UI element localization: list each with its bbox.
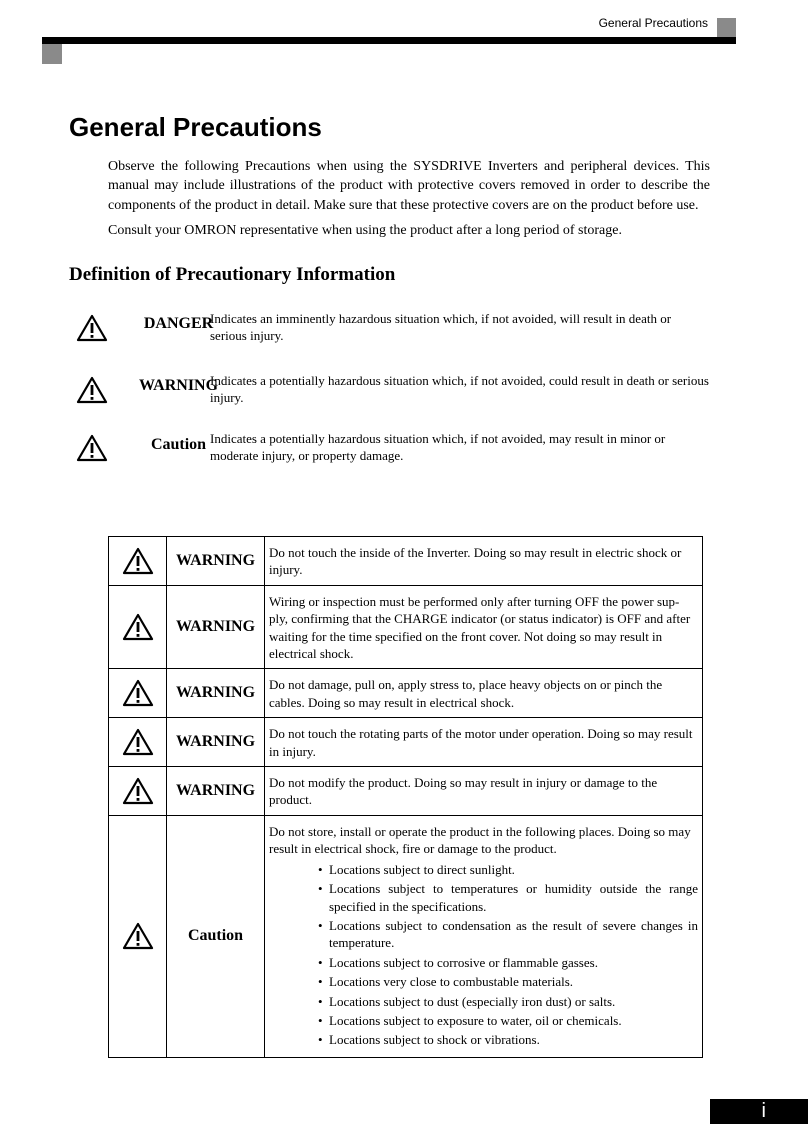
warning-triangle-icon bbox=[122, 777, 154, 805]
icon-cell bbox=[109, 669, 167, 718]
table-row bbox=[109, 585, 703, 669]
signal-word: WARNING bbox=[167, 585, 265, 669]
table-row bbox=[109, 767, 703, 816]
icon-cell bbox=[109, 585, 167, 669]
header-rule bbox=[42, 37, 736, 44]
precaution-text: Do not damage, pull on, apply stress to, place heavy objects on or pinch the cables. Doing so may result in electrical shock. bbox=[265, 669, 703, 718]
table-row bbox=[109, 537, 703, 586]
list-item: • Locations subject to corrosive or flammable gasses. bbox=[318, 954, 698, 971]
signal-word: WARNING bbox=[167, 537, 265, 586]
warning-triangle-icon bbox=[76, 376, 108, 404]
list-item: • Locations subject to direct sunlight. bbox=[318, 861, 698, 878]
signal-word: Caution bbox=[167, 815, 265, 1057]
running-header: General Precautions bbox=[598, 16, 708, 30]
definition-text: Indicates an imminently hazardous situation which, if not avoided, will result in death or serious injury. bbox=[210, 311, 672, 343]
definition-caution bbox=[74, 430, 714, 474]
warning-triangle-icon bbox=[122, 547, 154, 575]
page-number: i bbox=[761, 1100, 766, 1122]
icon-cell bbox=[109, 767, 167, 816]
precaution-text: Do not touch the inside of the Inverter. Doing so may result in electric shock or injury. bbox=[265, 537, 703, 586]
header-gray-box bbox=[717, 18, 736, 37]
table-row bbox=[109, 669, 703, 718]
intro-paragraph: Observe the following Precautions when using the SYSDRIVE Inverters and peripheral devices. This manual may include illustrations of the product with protective covers removed in order to describe the components of the product in detail. Make sure that these protective covers are on the product before use. bbox=[108, 159, 710, 213]
definition-label: DANGER bbox=[143, 315, 214, 332]
intro-text bbox=[108, 157, 710, 247]
precaution-text-with-list bbox=[265, 815, 703, 1057]
list-item: • Locations subject to exposure to water, oil or chemicals. bbox=[318, 1012, 698, 1029]
warning-triangle-icon bbox=[122, 613, 154, 641]
page-number-tab bbox=[710, 1099, 808, 1124]
precaution-text: Do not modify the product. Doing so may result in injury or damage to the product. bbox=[265, 767, 703, 816]
precautions-table bbox=[108, 536, 703, 1058]
definition-label: Caution bbox=[150, 436, 207, 453]
table-row bbox=[109, 815, 703, 1057]
precaution-text: Do not touch the rotating parts of the motor under operation. Doing so may result in injury. bbox=[265, 718, 703, 767]
icon-cell bbox=[109, 815, 167, 1057]
signal-word: WARNING bbox=[167, 669, 265, 718]
definition-warning bbox=[74, 372, 714, 416]
definition-label: WARNING bbox=[138, 377, 219, 394]
list-item: • Locations subject to dust (especially iron dust) or salts. bbox=[318, 993, 698, 1010]
precaution-text: Do not store, install or operate the product in the following places. Doing so may result in electrical shock, fire or damage to the product. bbox=[269, 823, 691, 857]
icon-cell bbox=[109, 718, 167, 767]
warning-triangle-icon bbox=[76, 434, 108, 462]
definition-danger bbox=[74, 310, 714, 354]
intro-paragraph: Consult your OMRON representative when using the product after a long period of storage. bbox=[108, 223, 622, 239]
list-item: • Locations subject to temperatures or humidity outside the range specified in the specifications. bbox=[318, 880, 698, 915]
warning-triangle-icon bbox=[76, 314, 108, 342]
warning-triangle-icon bbox=[122, 679, 154, 707]
location-list bbox=[269, 861, 698, 1049]
table-row bbox=[109, 718, 703, 767]
page-title: General Precautions bbox=[69, 112, 322, 142]
icon-cell bbox=[109, 537, 167, 586]
header-left-box bbox=[42, 44, 62, 64]
signal-word: WARNING bbox=[167, 718, 265, 767]
section-title: Definition of Precautionary Information bbox=[69, 264, 396, 285]
list-item: • Locations subject to shock or vibrations. bbox=[318, 1031, 698, 1048]
signal-word: WARNING bbox=[167, 767, 265, 816]
warning-triangle-icon bbox=[122, 728, 154, 756]
list-item: • Locations subject to condensation as the result of severe changes in temperature. bbox=[318, 917, 698, 952]
precaution-text: Wiring or inspection must be performed only after turning OFF the power sup-ply, confirming that the CHARGE indicator (or status indicator) is OFF and after waiting for the time specified on the front cover. Not doing so may result in electrical shock. bbox=[265, 585, 703, 669]
definition-text: Indicates a potentially hazardous situation which, if not avoided, could result in death or serious injury. bbox=[210, 373, 709, 405]
warning-triangle-icon bbox=[122, 922, 154, 950]
list-item: • Locations very close to combustable materials. bbox=[318, 973, 698, 990]
definition-text: Indicates a potentially hazardous situation which, if not avoided, may result in minor or moderate injury, or property damage. bbox=[210, 431, 666, 463]
